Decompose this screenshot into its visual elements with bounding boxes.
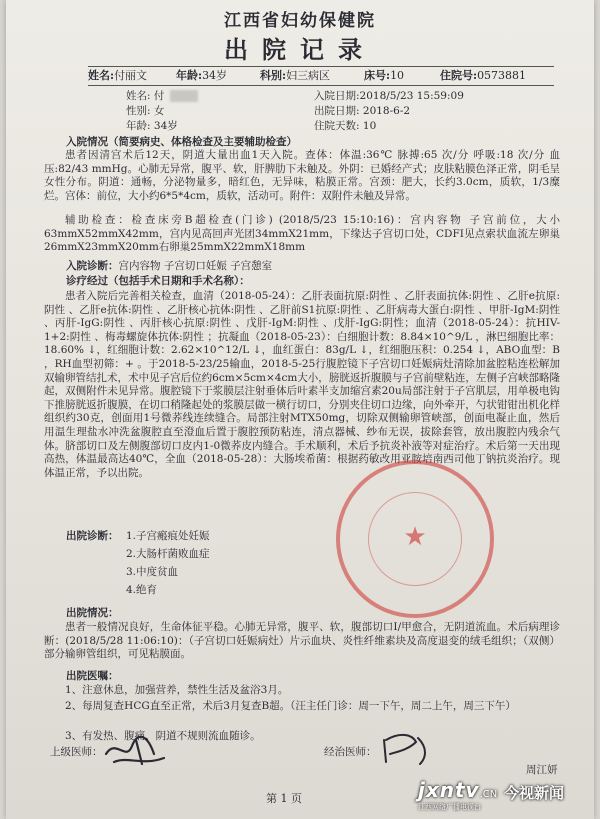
info-bed: 床号:10 [364,69,405,82]
diagnosis-item: 3.中度贫血 [126,566,179,578]
senior-doctor-signature [102,732,172,772]
discharge-diagnosis-label: 出院诊断： [66,530,119,542]
header-stay-days: 住院天数: 10 [314,120,377,132]
watermark-subtitle: 江西网络广播电视台 [418,803,481,811]
header-admit-date: 入院日期:2018/5/23 15:59:09 [314,90,464,102]
header-discharge-date: 出院日期: 2018-6-2 [314,105,411,117]
watermark-domain: .CN [479,789,498,800]
redaction-blur [170,90,198,102]
hospital-name: 江西省妇幼保健院 [224,11,376,31]
discharge-record-page [6,0,594,819]
auxiliary-exam-text: 辅助检查：检查床旁B超检查(门诊) (2018/5/23 15:10:16)：宫内容物 子宫前位，大小63mmX52mmX42mm，宫内见高回声光团34mmX21mm，下缘达子宫切口处，CDFI见点索状血流左卵巢26mmX23mmX20mm右卵巢25mmX22mmX18mm [44,214,560,254]
header-sex: 性别: 女 [126,105,165,117]
info-name: 姓名:付丽文 [88,69,148,82]
header-name: 姓名: 付 [126,88,198,103]
order-item: 1、注意休息，加强营养，禁性生活及盆浴3月。 [65,684,289,696]
treatment-heading: 诊疗经过（包括手术日期和手术名称）： [66,275,250,287]
admission-text: 患者因清宫术后12天，阴道大量出血1天入院。查体：体温:36℃ 脉搏:65 次/分 呼吸:18 次/分 血压:82/43 mmHg。心肺无异常，腹平、软，肝脾肋下未触及。外阴：已婚经产式；皮肤粘膜色泽正常，阴毛呈女性分布。阴道：通畅，分泌物量多，暗红色，无异味，粘膜正常。宫颈：肥大，长约3.0cm，质软，1/3糜烂。宫体：前位，大小约6*5*4cm，质软，活动可。附件：双附件未触及异常。 [44,149,560,202]
order-item: 3、有发热、腹痛、阴道不规则流血随诊。 [65,730,261,742]
senior-doctor-label: 上级医师： [50,746,103,758]
order-item: 2、每周复查HCG直至正常，术后3月复查B超。（汪主任门诊：周一下午，周二上午，周三下午） [65,700,516,712]
diagnosis-item: 1.子宫瘢痕处妊娠 [126,530,210,542]
watermark-news: 今视新闻 [504,784,565,802]
treatment-text: 患者入院后完善相关检查，血清（2018-05-24）：乙肝表面抗原:阴性 、乙肝表面抗体:阴性 、乙肝e抗原:阴性 、乙肝e抗体:阴性 、乙肝核心抗体:阴性 、乙肝前S1抗原:阴性 、乙肝病毒大蛋白:阴性 、甲肝-IgM:阴性 、丙肝-IgG:阴性 、丙肝核心抗原:阴性 、戊肝-IgM:阴性 、戊肝-IgG:阴性；血清（2018-05-24）：抗HIV-1+2:阴性 、梅毒螺旋体抗体:阴性 ；抗凝血（2018-05-23）：白细胞计数：8.84×10^9/L ，淋巴细胞比率：18.60% ↓，红细胞计数：2.62×10^12/L ↓，血红蛋白：83g/L ↓，红细胞压积：0.254 ↓，ABO血型：B ，RH血型初筛：+ 。于2018-5-23/25输血，2018-5-25行腹腔镜下子宫切口妊娠病灶清除加盆腔粘连松解加双输卵管结扎术，术中见子宫后位约6cm×5cm×4cm大小，膀胱返折腹膜与子宫前壁粘连，左侧子宫峡部略隆起，双侧附件未见异常。腹腔镜下于浆膜层注射垂体后叶素半支加缩宫素20u局部注射于子宫肌层，用单极电钩下推膀胱返折腹膜，在切口稍隆起处的浆膜层做一横行切口，分别夹住切口边缘，向外牵开，勺状钳钳出机化样组织约30克，创面用1号微荞线连续缝合。局部注射MTX50mg，切除双侧输卵管峡部，创面电凝止血，然后用温生理盐水冲洗盆腹腔直至澄血后置于腹腔预防粘连，清点器械、纱布无误，拔除套管，放出腹腔内残余气体。脐部切口及左侧腹部切口皮内1-0微荞皮内缝合。手术顺利，术后予抗炎补液等对症治疗。术后第一天出现高热，体温最高达40℃，全血（2018-05-28）：大肠埃希菌：根据药敏改用亚胺培南西司他丁钠抗炎治疗。现体温正常，予以出院。 [44,290,560,479]
admission-diagnosis: 入院诊断：宫内容物 子宫切口妊娠 子宫憩室 [66,260,273,272]
stamp-star-icon: ★ [403,522,427,552]
header-age: 年龄: 34岁 [126,120,178,132]
info-age: 年龄:34岁 [176,69,228,82]
diagnosis-item: 4.绝育 [126,584,158,596]
attending-doctor-name: 周江妍 [526,764,558,776]
discharge-status-label: 出院情况： [66,607,119,619]
discharge-status-text: 患者一般情况良好，生命体征平稳。心肺无异常，腹平、软，腹部切口Ⅰ/甲愈合，无阴道流血。术后病理诊断：(2018/5/28 11:06:10)：（子宫切口妊娠病灶）片示血块、炎性纤维素块及高度退变的绒毛组织；（双侧）部分输卵管组织，可见粘膜面。 [44,621,560,661]
attending-doctor-signature [378,728,438,768]
document-title: 出院记录 [224,35,376,64]
attending-doctor-label: 经治医师： [324,746,377,758]
admission-heading: 入院情况（简要病史、体格检查及主要辅助检查） [66,136,297,148]
page-number: 第 1 页 [266,792,302,805]
patient-info-bar [88,66,554,86]
jxntv-watermark [418,778,565,811]
watermark-brand: jxntv [418,778,480,802]
info-admission-number: 住院号:0573881 [440,69,527,82]
info-department: 科别:妇三病区 [260,69,331,82]
hospital-stamp [336,460,494,618]
discharge-orders-label: 出院医嘱： [66,670,119,682]
diagnosis-item: 2.大肠杆菌败血症 [126,548,210,560]
